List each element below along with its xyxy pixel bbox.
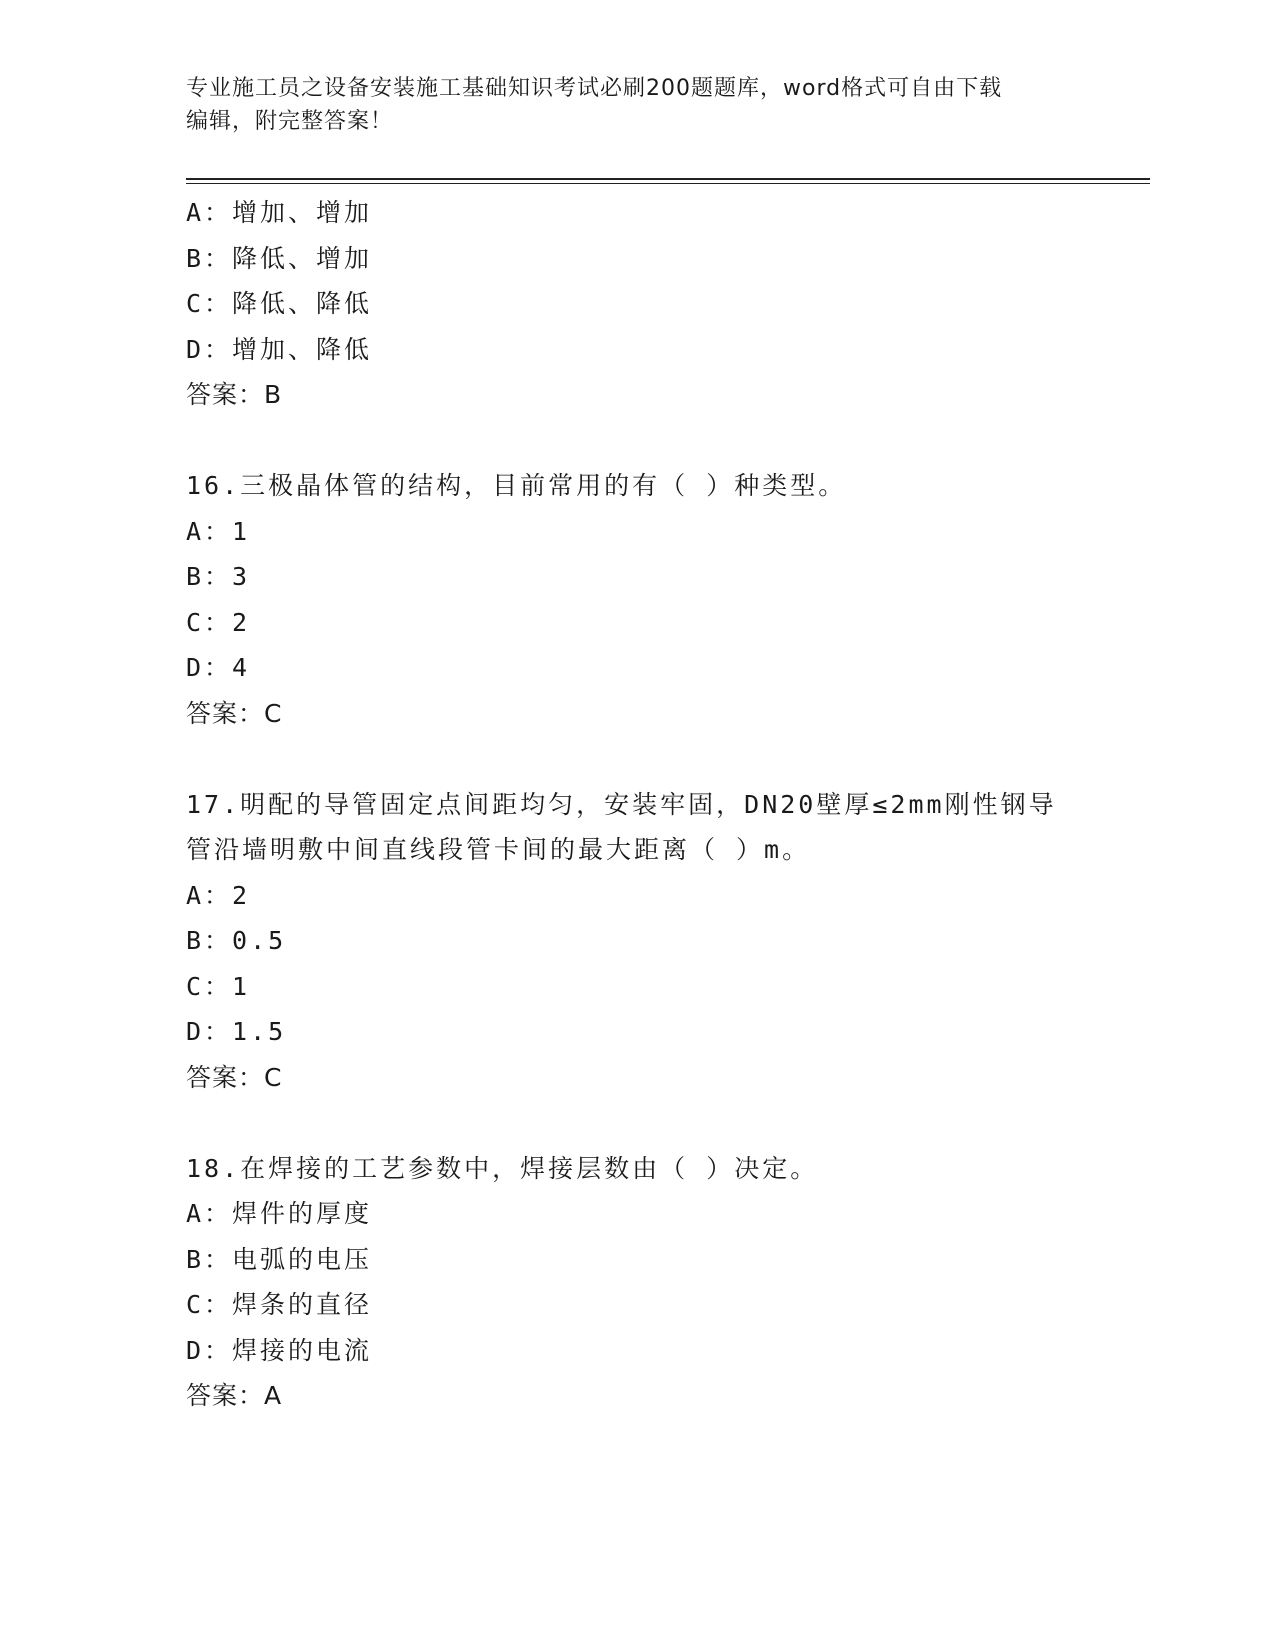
document-header bbox=[186, 72, 1066, 138]
question-18 bbox=[186, 1146, 1136, 1419]
option-c: C：降低、降低 bbox=[186, 289, 373, 318]
question-stem-line-1: 17.明配的导管固定点间距均匀，安装牢固，DN20壁厚≤2mm刚性钢导 bbox=[186, 789, 1057, 819]
option-a: A：1 bbox=[186, 516, 251, 546]
answer-line: 答案：C bbox=[186, 1062, 283, 1092]
option-a: A：2 bbox=[186, 880, 251, 910]
option-b: B：降低、增加 bbox=[186, 243, 373, 273]
question-list bbox=[186, 190, 1136, 1419]
question-15 bbox=[186, 190, 1136, 418]
option-c: C：1 bbox=[186, 971, 251, 1001]
option-c: C：焊条的直径 bbox=[186, 1290, 373, 1319]
question-17 bbox=[186, 782, 1136, 1101]
option-b: B：3 bbox=[186, 562, 251, 591]
spacer bbox=[186, 1100, 1136, 1146]
option-d: D：焊接的电流 bbox=[186, 1335, 373, 1365]
question-16 bbox=[186, 463, 1136, 736]
option-b: B：电弧的电压 bbox=[186, 1244, 373, 1274]
answer-line: 答案：A bbox=[186, 1381, 283, 1410]
option-a: A：增加、增加 bbox=[186, 198, 373, 227]
option-c: C：2 bbox=[186, 607, 251, 637]
option-b: B：0.5 bbox=[186, 926, 287, 955]
spacer bbox=[186, 418, 1136, 464]
header-line-2: 编辑，附完整答案！ bbox=[186, 109, 394, 134]
answer-line: 答案：C bbox=[186, 698, 283, 728]
answer-line: 答案：B bbox=[186, 380, 283, 409]
option-d: D：4 bbox=[186, 653, 251, 682]
header-divider-thick bbox=[186, 178, 1150, 180]
option-d: D：增加、降低 bbox=[186, 334, 373, 364]
question-stem: 18.在焊接的工艺参数中，焊接层数由（ ）决定。 bbox=[186, 1153, 819, 1183]
header-divider-thin bbox=[186, 183, 1150, 184]
option-d: D：1.5 bbox=[186, 1017, 287, 1046]
header-line-1: 专业施工员之设备安装施工基础知识考试必刷200题题库，word格式可自由下载 bbox=[186, 76, 1003, 101]
option-a: A：焊件的厚度 bbox=[186, 1199, 373, 1228]
question-stem-line-2: 管沿墙明敷中间直线段管卡间的最大距离（ ）m。 bbox=[186, 835, 811, 864]
question-stem: 16.三极晶体管的结构，目前常用的有（ ）种类型。 bbox=[186, 471, 847, 500]
spacer bbox=[186, 736, 1136, 782]
